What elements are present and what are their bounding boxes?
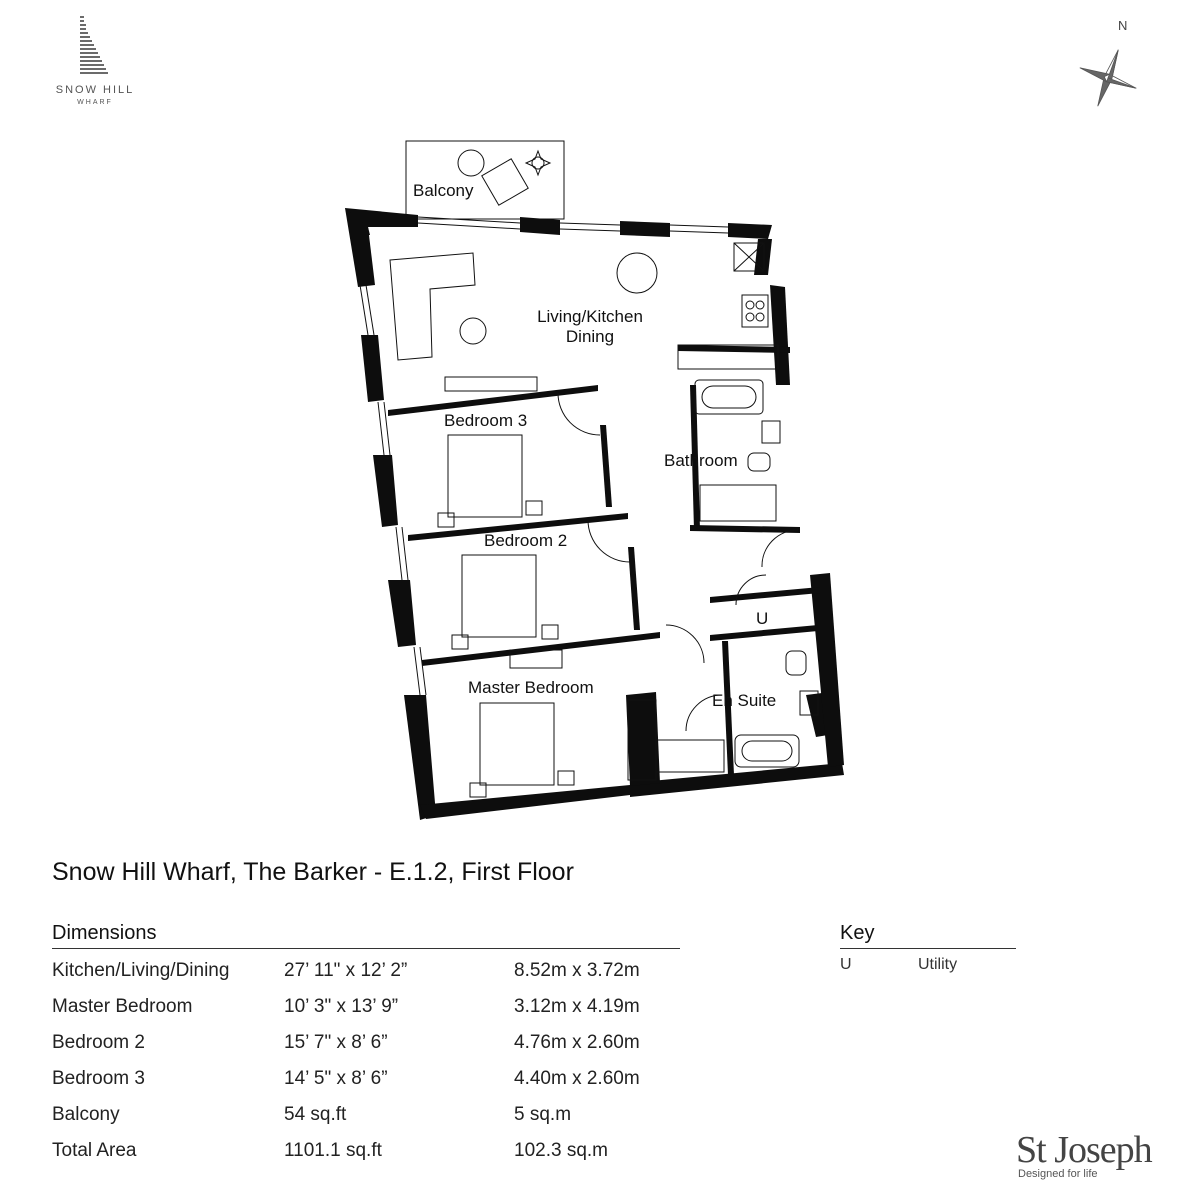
bathroom-shower [700,485,776,521]
dimensions-table [52,952,692,1168]
brand-tagline: Designed for life [1018,1168,1098,1180]
room-label-utility: U [756,609,769,628]
dimension-row [52,1060,692,1096]
compass-north-label: N [1118,18,1128,33]
dimension-room: Bedroom 2 [52,1032,145,1053]
dimension-metric: 3.12m x 4.19m [514,996,640,1017]
sofa [390,253,475,360]
dimension-metric: 4.40m x 2.60m [514,1068,640,1089]
kitchen-hob [742,295,768,327]
compass [1060,14,1150,114]
room-label-bedroom3: Bedroom 3 [444,411,528,430]
bedroom2-door [588,520,630,562]
logo-name: SNOW HILL [55,84,135,96]
coffee-table [460,318,486,344]
dimension-room: Kitchen/Living/Dining [52,960,230,981]
ensuite-toilet [786,651,806,675]
dimension-imperial: 14’ 5" x 8’ 6” [284,1068,388,1089]
page-title: Snow Hill Wharf, The Barker - E.1.2, First Floor [52,858,574,886]
room-label-living: Living/Kitchen Dining [537,307,643,346]
compass-rose-icon [1068,36,1148,116]
balcony-chair [482,159,528,205]
room-label-balcony: Balcony [413,181,474,200]
dimensions-heading: Dimensions [52,922,157,944]
dimension-row [52,988,692,1024]
dimension-metric: 102.3 sq.m [514,1140,608,1161]
balcony-table [458,150,484,176]
dimensions-divider [52,948,680,949]
dimension-row [52,1096,692,1132]
bedroom2-bed [462,555,536,637]
dimension-imperial: 27’ 11" x 12’ 2” [284,960,408,981]
dimension-imperial: 15’ 7" x 8’ 6” [284,1032,388,1053]
dimension-imperial: 10’ 3" x 13’ 9” [284,996,399,1017]
tower-logo-icon [78,14,114,78]
balcony-outline [406,141,564,219]
floor-plan-drawing [330,135,870,835]
exterior-walls [345,208,844,820]
brand-logo: St Joseph [1016,1129,1152,1171]
wardrobe-rail [656,740,724,772]
room-label-bathroom: Bathroom [664,451,738,470]
dimension-room: Master Bedroom [52,996,193,1017]
entrance-door [762,530,798,567]
developer-logo [40,14,150,114]
key-abbreviation: U [840,956,852,973]
key-description: Utility [918,956,958,973]
key-heading: Key [840,922,875,944]
room-label-ensuite: En Suite [712,691,777,710]
dimension-metric: 8.52m x 3.72m [514,960,640,981]
bathroom-basin [762,421,780,443]
dimension-room: Balcony [52,1104,120,1125]
sideboard [445,377,537,391]
floor-plan [330,135,870,835]
room-label-master: Master Bedroom [468,678,594,697]
key-divider [840,948,1016,949]
balcony-plant [526,151,550,175]
master-bed [480,703,554,785]
room-label-bedroom2: Bedroom 2 [484,531,568,550]
logo-subtitle: WHARF [77,99,113,106]
dimension-imperial: 54 sq.ft [284,1104,347,1125]
dimension-row [52,1132,692,1168]
bathroom-bath [695,380,763,414]
dimension-imperial: 1101.1 sq.ft [284,1140,382,1161]
dimension-row [52,952,692,988]
dining-table [617,253,657,293]
ensuite-bath [735,735,799,767]
utility-door [736,575,766,605]
dimension-metric: 4.76m x 2.60m [514,1032,640,1053]
dimension-room: Bedroom 3 [52,1068,145,1089]
bathroom-toilet [748,453,770,471]
dimension-row [52,1024,692,1060]
bedroom3-bed [448,435,522,517]
bedroom3-door [558,393,600,435]
master-door [666,625,704,663]
dimension-metric: 5 sq.m [514,1104,572,1125]
dimension-room: Total Area [52,1140,137,1161]
